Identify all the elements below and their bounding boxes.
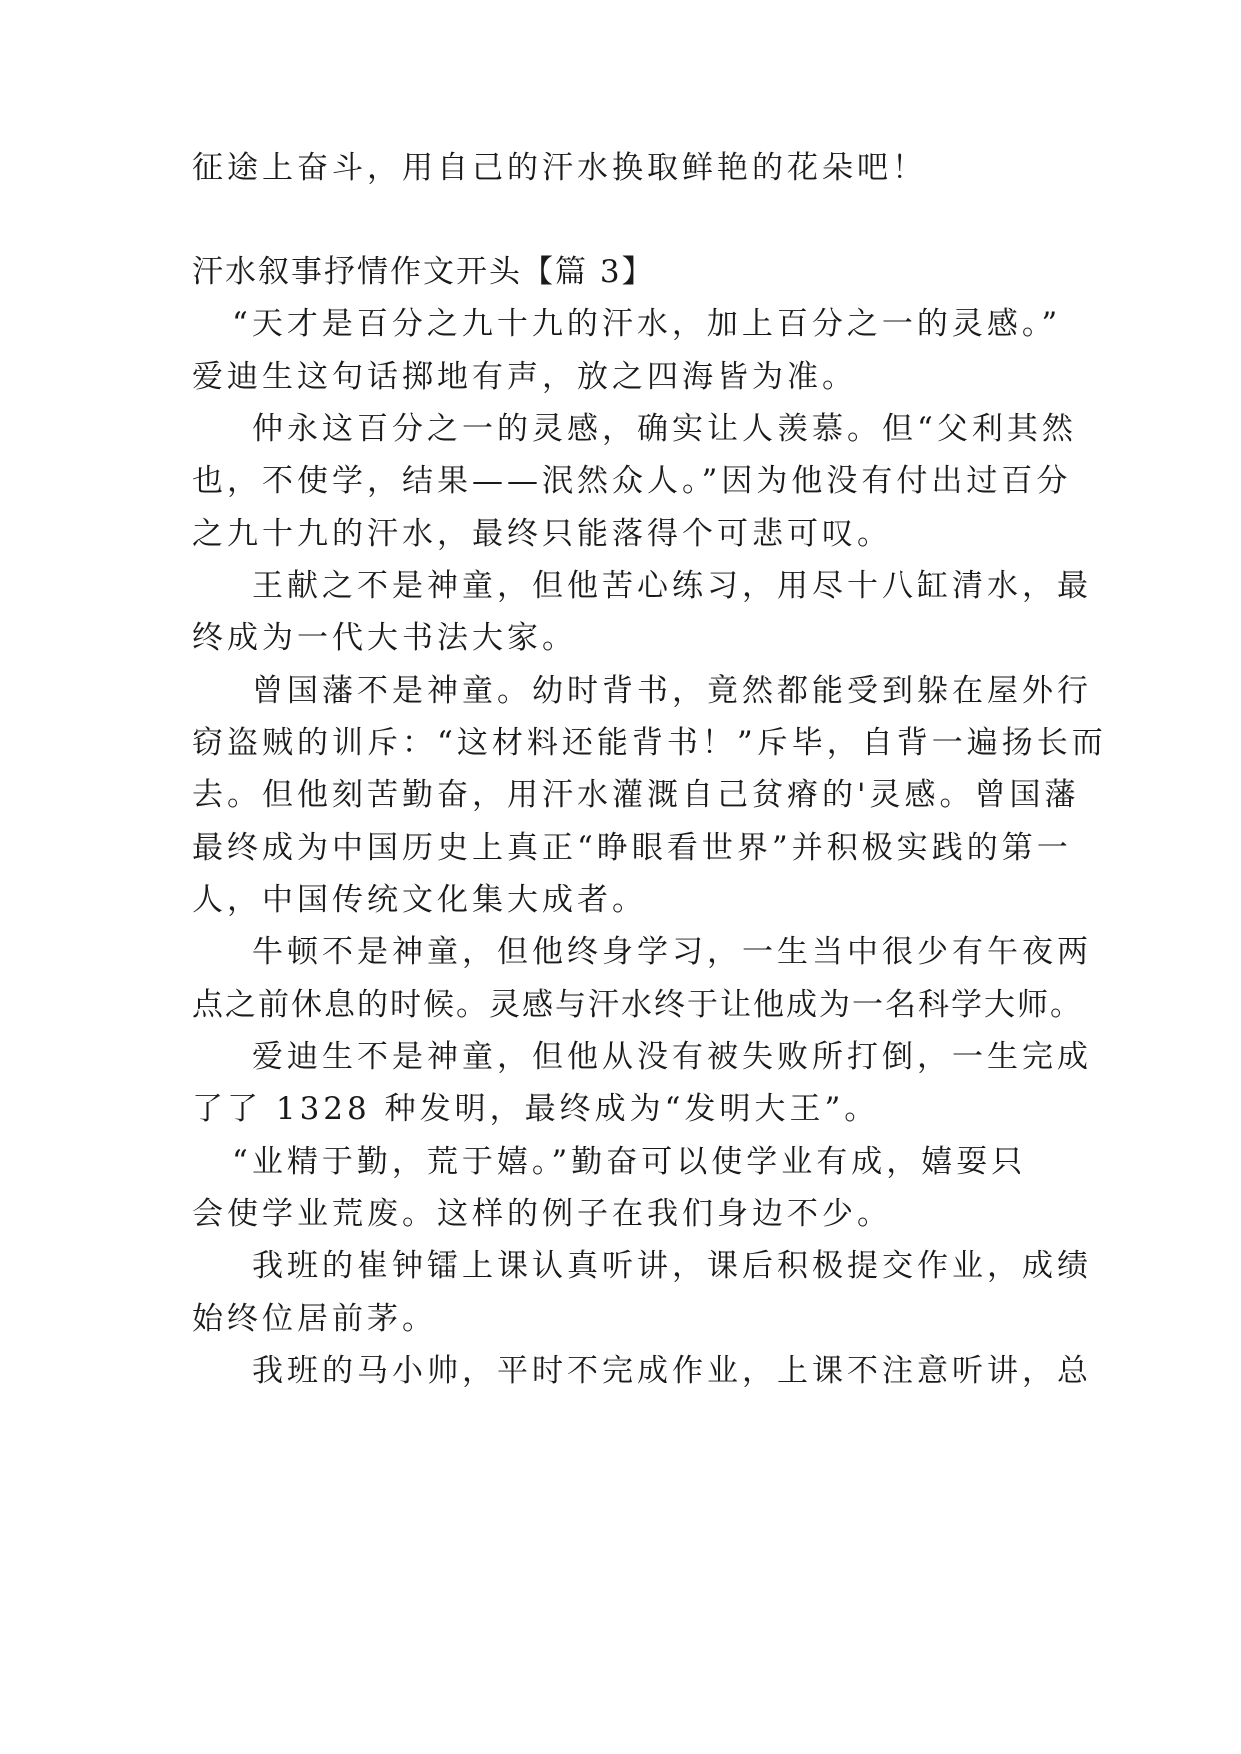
text-line: 也，不使学，结果——泯然众人。”因为他没有付出过百分 bbox=[192, 463, 1072, 499]
text-line: “天才是百分之九十九的汗水，加上百分之一的灵感。” bbox=[232, 306, 1062, 342]
text-line: 爱迪生这句话掷地有声，放之四海皆为准。 bbox=[192, 359, 857, 395]
text-line: 曾国藩不是神童。幼时背书，竟然都能受到躲在屋外行 bbox=[252, 673, 1092, 709]
section-heading: 汗水叙事抒情作文开头【篇 3】 bbox=[192, 254, 655, 290]
text-line: 最终成为中国历史上真正“睁眼看世界”并积极实践的第一 bbox=[192, 830, 1072, 866]
text-line: 我班的马小帅，平时不完成作业，上课不注意听讲，总 bbox=[252, 1353, 1092, 1389]
text-line: 仲永这百分之一的灵感，确实让人羡慕。但“父利其然 bbox=[252, 411, 1077, 447]
text-line: 始终位居前茅。 bbox=[192, 1301, 437, 1337]
text-line: 之九十九的汗水，最终只能落得个可悲可叹。 bbox=[192, 516, 892, 552]
text-line: 点之前休息的时候。灵感与汗水终于让他成为一名科学大师。 bbox=[192, 987, 1083, 1023]
text-line: 人，中国传统文化集大成者。 bbox=[192, 882, 647, 918]
text-line: 征途上奋斗，用自己的汗水换取鲜艳的花朵吧！ bbox=[192, 150, 927, 186]
text-line: 窃盗贼的训斥：“这材料还能背书！”斥毕，自背一遍扬长而 bbox=[192, 725, 1107, 761]
text-line: 去。但他刻苦勤奋，用汗水灌溉自己贫瘠的'灵感。曾国藩 bbox=[192, 777, 1080, 813]
text-line: “业精于勤，荒于嬉。”勤奋可以使学业有成，嬉耍只 bbox=[232, 1144, 1027, 1180]
text-line: 终成为一代大书法大家。 bbox=[192, 620, 577, 656]
text-line: 牛顿不是神童，但他终身学习，一生当中很少有午夜两 bbox=[252, 934, 1092, 970]
text-line: 王献之不是神童，但他苦心练习，用尽十八缸清水，最 bbox=[252, 568, 1092, 604]
text-line: 爱迪生不是神童，但他从没有被失败所打倒，一生完成 bbox=[252, 1039, 1092, 1075]
text-line: 我班的崔钟镭上课认真听讲，课后积极提交作业，成绩 bbox=[252, 1248, 1092, 1284]
text-line: 了了 1328 种发明，最终成为“发明大王”。 bbox=[192, 1091, 880, 1127]
text-line: 会使学业荒废。这样的例子在我们身边不少。 bbox=[192, 1196, 892, 1232]
